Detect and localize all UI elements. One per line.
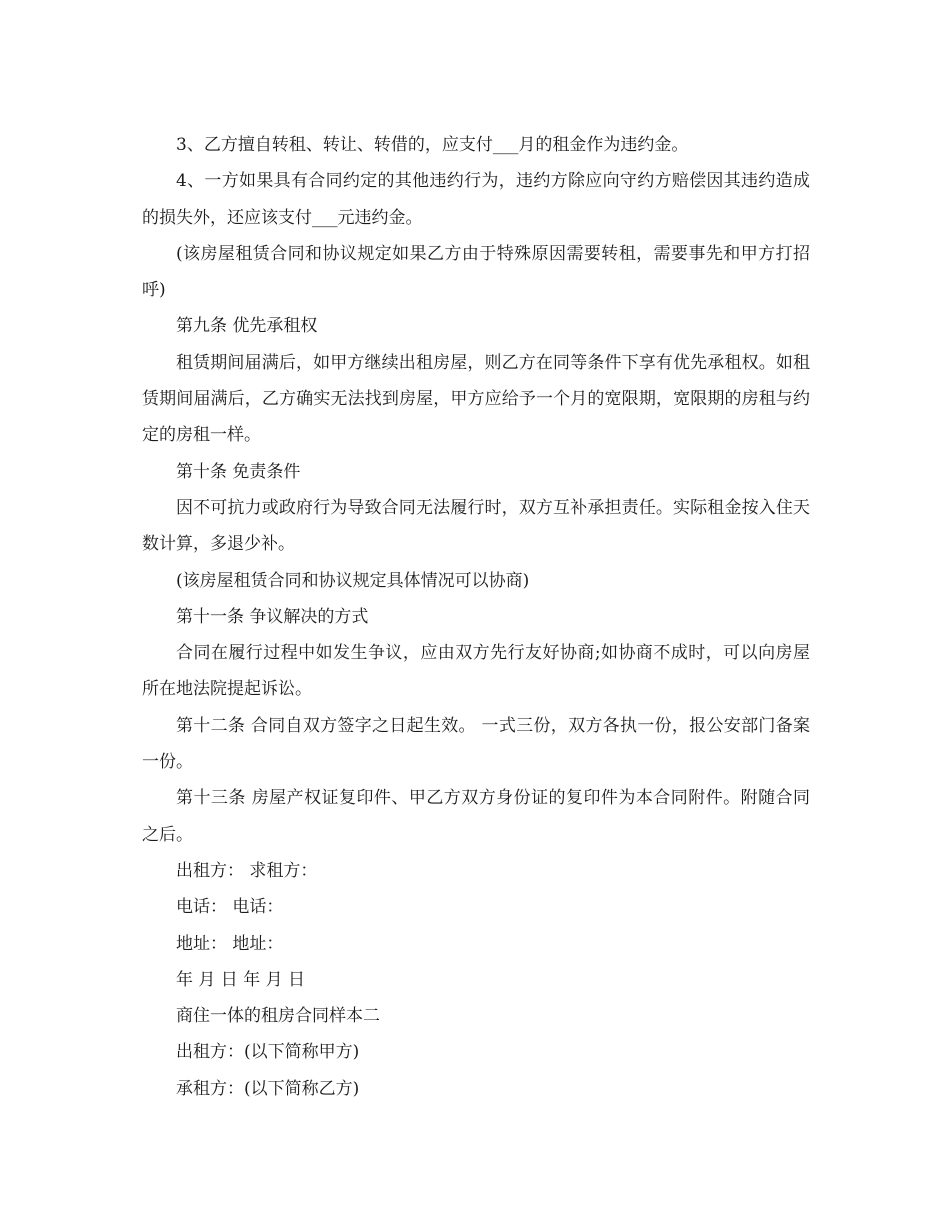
signature-parties: 出租方： 求租方： [176,860,318,881]
clause-12: 第十二条 合同自双方签字之日起生效。 一式三份，双方各执一份，报公安部门备案一份。 [142,715,810,773]
clause-11-heading: 第十一条 争议解决的方式 [176,606,369,627]
clause-9-text: 租赁期间届满后，如甲方继续出租房屋，则乙方在同等条件下享有优先承租权。如租赁期间届满后，乙方确实无法找到房屋，甲方应给予一个月的宽限期，宽限期的房租与约定的房租一样。 [142,352,810,446]
sample-two-title: 商住一体的租房合同样本二 [176,1006,380,1027]
lessor-line: 出租方：(以下简称甲方) [176,1042,360,1063]
lessee-line: 承租方：(以下简称乙方) [176,1078,360,1099]
clause-8-item-4: 4、一方如果具有合同约定的其他违约行为，违约方除应向守约方赔偿因其违约造成的损失外，还应该支付___元违约金。 [142,171,810,228]
clause-10-heading: 第十条 免责条件 [176,461,301,482]
signature-phone: 电话： 电话： [176,897,284,918]
sublease-note: (该房屋租赁合同和协议规定如果乙方由于特殊原因需要转租，需要事先和甲方打招呼) [142,243,810,301]
negotiation-note: (该房屋租赁合同和协议规定具体情况可以协商) [176,570,530,591]
clause-9-heading: 第九条 优先承租权 [176,316,318,337]
clause-8-item-3: 3、乙方擅自转租、转让、转借的，应支付___月的租金作为违约金。 [176,135,689,155]
signature-address: 地址： 地址： [176,933,284,954]
clause-10-text: 因不可抗力或政府行为导致合同无法履行时，双方互补承担责任。实际租金按入住天数计算，多退少补。 [142,497,810,555]
clause-11-text: 合同在履行过程中如发生争议，应由双方先行友好协商;如协商不成时，可以向房屋所在地法院提起诉讼。 [142,643,810,700]
document-body [142,127,810,1107]
signature-date: 年 月 日 年 月 日 [176,969,306,990]
clause-13: 第十三条 房屋产权证复印件、甲乙方双方身份证的复印件为本合同附件。附随合同之后。 [142,788,810,845]
